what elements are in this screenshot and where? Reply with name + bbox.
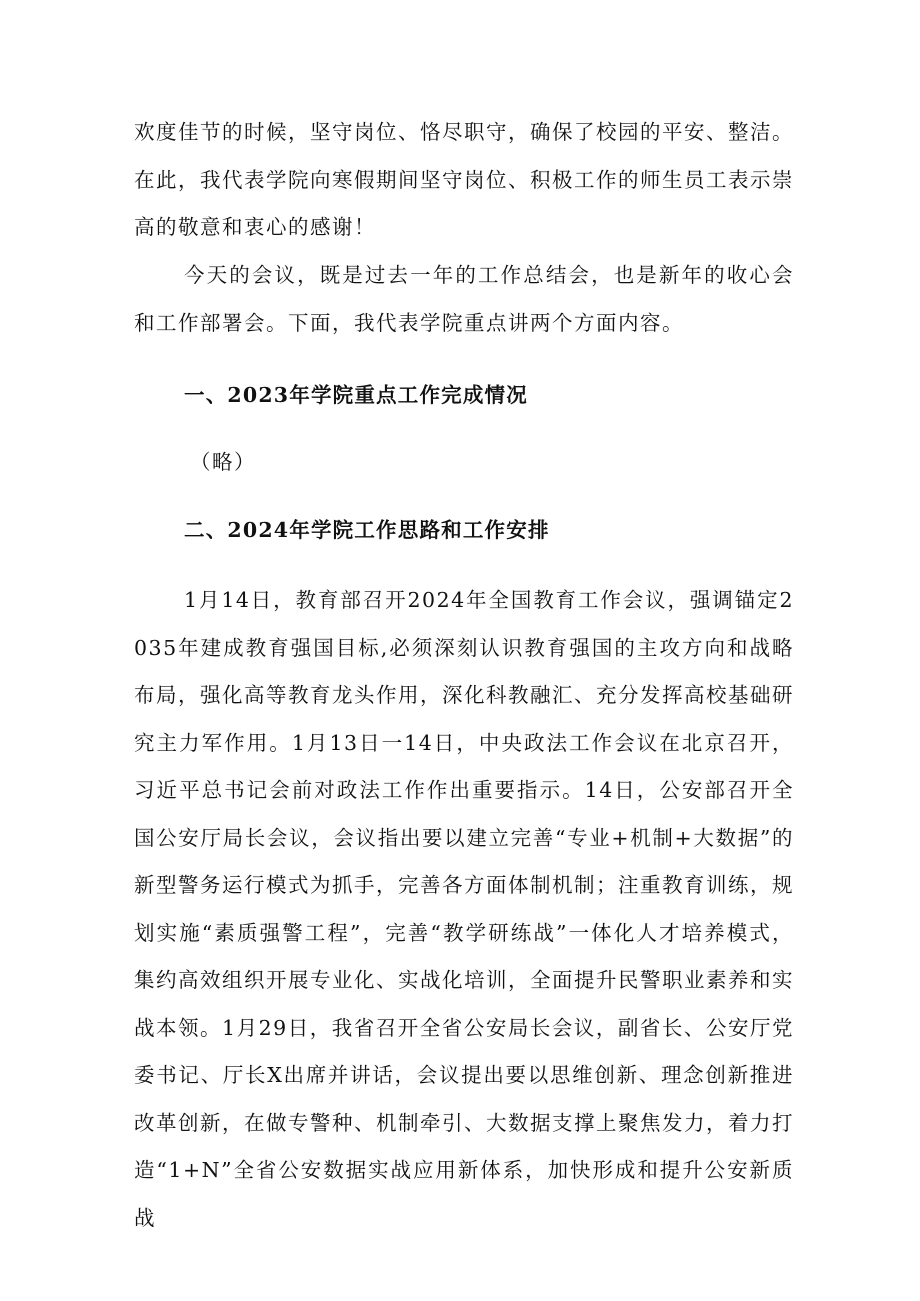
section-heading-2: 二、2024年学院工作思路和工作安排: [184, 518, 550, 542]
section-heading-1: 一、2023年学院重点工作完成情况: [184, 383, 528, 407]
paragraph-meeting-intro: 今天的会议，既是过去一年的工作总结会，也是新年的收心会和工作部署会。下面，我代表学院重点讲两个方面内容。: [134, 263, 794, 335]
omitted-note: （略）: [190, 450, 256, 474]
paragraph-gratitude: 欢度佳节的时候，坚守岗位、恪尽职守，确保了校园的平安、整洁。在此，我代表学院向寒假期间坚守岗位、积极工作的师生员工表示崇高的敬意和衷心的感谢！: [134, 120, 794, 239]
paragraph-2024-work-plan: 1月14日，教育部召开2024年全国教育工作会议，强调锚定2035年建成教育强国目标,必须深刻认识教育强国的主攻方向和战略布局，强化高等教育龙头作用，深化科教融汇、充分发挥高校基础研究主力军作用。1月13日一14日，中央政法工作会议在北京召开，习近平总书记会前对政法工作作出重要指示。14日，公安部召开全国公安厅局长会议，会议指出要以建立完善“专业+机制+大数据”的新型警务运行模式为抓手，完善各方面体制机制；注重教育训练，规划实施“素质强警工程”，完善“教学研练战”一体化人才培养模式，集约高效组织开展专业化、实战化培训，全面提升民警职业素养和实战本领。1月29日，我省召开全省公安局长会议，副省长、公安厅党委书记、厅长X出席并讲话，会议提出要以思维创新、理念创新推进改革创新，在做专警种、机制牵引、大数据支撑上聚焦发力，着力打造“1+N”全省公安数据实战应用新体系，加快形成和提升公安新质战: [134, 588, 794, 1230]
